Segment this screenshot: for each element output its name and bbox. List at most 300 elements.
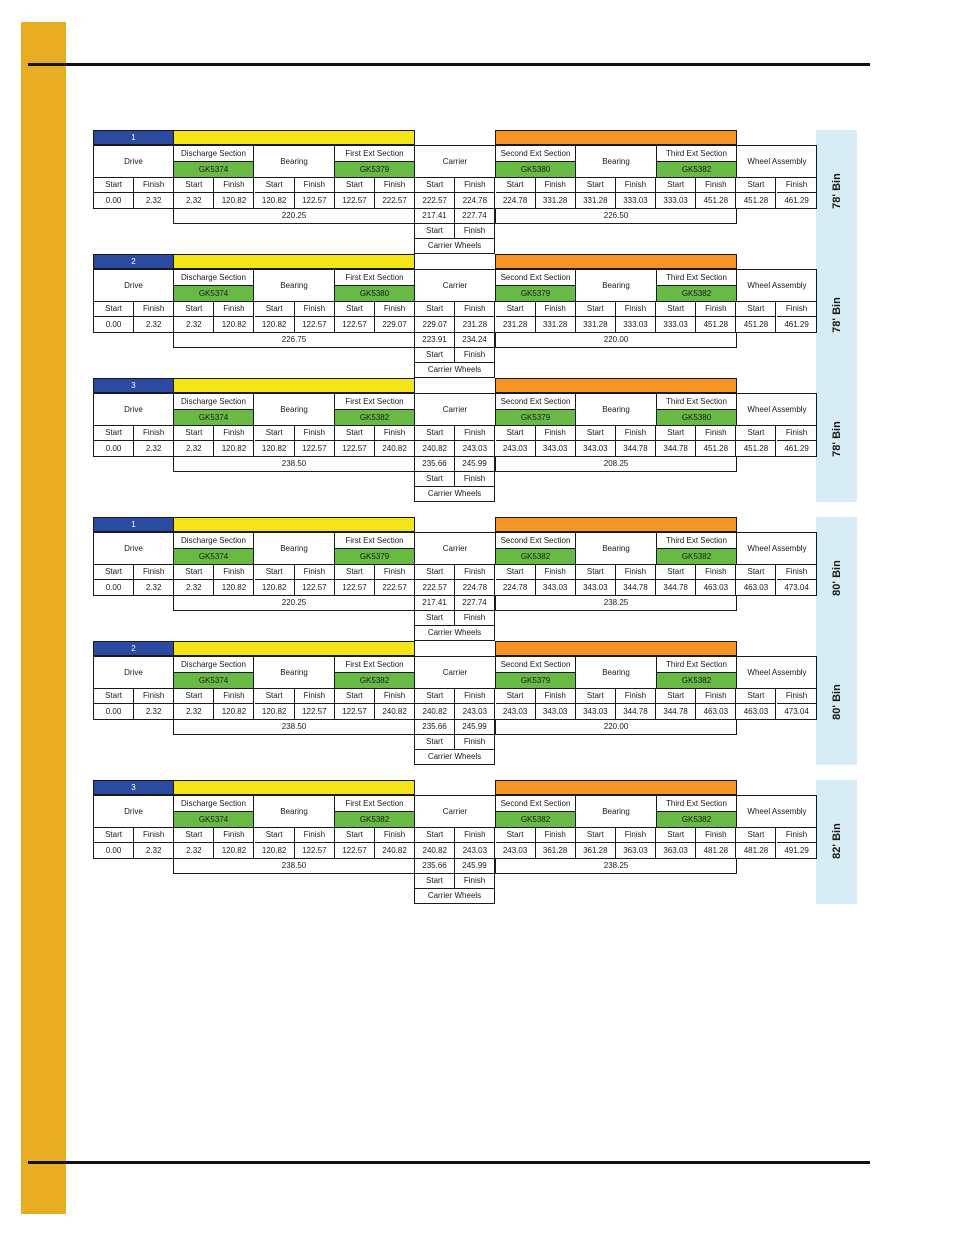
header-first-ext: First Ext Section [335,394,415,410]
wheel-finish-label: Finish [777,565,817,580]
third-ext-start-label: Start [656,565,696,580]
orange-bar [495,254,737,269]
second-ext-finish-value: 343.03 [536,580,576,595]
header-carrier: Carrier [415,394,496,426]
carrier-start-label: Start [415,302,455,317]
carrier-wheels-finish-value: 245.99 [455,720,494,735]
carrier-start-value: 222.57 [415,193,455,208]
header-third-ext: Third Ext Section [657,657,737,673]
bearing2-finish-value: 333.03 [616,317,656,332]
carrier-wheels-start-value: 235.66 [415,457,455,472]
header-carrier: Carrier [415,657,496,689]
wheel-start-label: Start [736,426,776,441]
carrier-start-value: 240.82 [415,441,455,456]
second-ext-finish-value: 331.28 [536,317,576,332]
bearing2-start-value: 331.28 [576,317,616,332]
header-bearing: Bearing [254,657,335,689]
left-span-total: 238.50 [173,719,415,735]
part-discharge: GK5374 [174,673,254,689]
second-ext-start-label: Start [496,426,536,441]
drive-start-label: Start [94,426,134,441]
header-drive: Drive [94,657,174,689]
first-ext-finish-value: 240.82 [375,843,415,858]
part-first-ext: GK5380 [335,286,415,302]
header-wheel-assembly: Wheel Assembly [737,796,817,828]
second-ext-finish-value: 343.03 [536,704,576,719]
table-number: 3 [93,780,174,795]
main-grid [93,656,817,720]
main-grid [93,393,817,457]
carrier-wheels-start-label: Start [415,874,455,889]
carrier-wheels-finish-value: 245.99 [455,457,494,472]
discharge-start-value: 2.32 [174,843,214,858]
wheel-start-label: Start [736,689,776,704]
bearing1-finish-label: Finish [295,302,335,317]
third-ext-finish-label: Finish [696,565,736,580]
table-number: 2 [93,254,174,269]
header-wheel-assembly: Wheel Assembly [737,657,817,689]
second-ext-start-value: 224.78 [496,580,536,595]
bearing1-finish-value: 122.57 [295,843,335,858]
header-drive: Drive [94,533,174,565]
bearing1-start-label: Start [255,689,295,704]
carrier-wheels-label: Carrier Wheels [427,365,482,374]
discharge-start-label: Start [174,178,214,193]
right-span-total: 238.25 [495,858,737,874]
header-first-ext: First Ext Section [335,796,415,812]
wheel-start-label: Start [736,565,776,580]
orange-bar [495,130,737,145]
bearing2-finish-label: Finish [616,426,656,441]
header-bearing: Bearing [576,796,657,828]
header-second-ext: Second Ext Section [496,146,576,162]
bearing1-start-label: Start [255,426,295,441]
first-ext-start-label: Start [335,689,375,704]
carrier-finish-label: Finish [455,426,495,441]
wheel-finish-label: Finish [777,828,817,843]
bearing1-finish-value: 122.57 [295,193,335,208]
part-first-ext: GK5379 [335,162,415,178]
second-ext-start-label: Start [496,828,536,843]
bearing1-start-value: 120.82 [255,193,295,208]
bearing1-start-label: Start [255,178,295,193]
bearing2-finish-label: Finish [616,828,656,843]
carrier-finish-value: 231.28 [455,317,495,332]
header-wheel-assembly: Wheel Assembly [737,270,817,302]
first-ext-finish-value: 240.82 [375,704,415,719]
carrier-wheels-label: Carrier Wheels [427,489,482,498]
part-discharge: GK5374 [174,549,254,565]
header-first-ext: First Ext Section [335,533,415,549]
first-ext-start-label: Start [335,302,375,317]
second-ext-start-value: 224.78 [496,193,536,208]
yellow-bar [173,517,415,532]
header-drive: Drive [94,796,174,828]
bearing2-finish-label: Finish [616,178,656,193]
second-ext-finish-label: Finish [536,828,576,843]
drive-start-label: Start [94,689,134,704]
third-ext-finish-label: Finish [696,302,736,317]
bearing1-finish-label: Finish [295,565,335,580]
bearing2-finish-label: Finish [616,565,656,580]
layout-table [93,378,817,502]
header-first-ext: First Ext Section [335,270,415,286]
header-carrier: Carrier [415,146,496,178]
wheel-finish-value: 461.29 [784,195,809,205]
bottom-rule [28,1161,870,1164]
header-third-ext: Third Ext Section [657,533,737,549]
third-ext-finish-value: 463.03 [696,704,736,719]
bearing2-finish-value: 344.78 [616,704,656,719]
top-rule [28,63,870,66]
part-second-ext: GK5379 [496,410,576,426]
bearing2-start-label: Start [576,565,616,580]
second-ext-finish-value: 361.28 [536,843,576,858]
carrier-wheels-finish-label: Finish [455,348,494,363]
first-ext-finish-value: 240.82 [375,441,415,456]
discharge-start-value: 2.32 [174,441,214,456]
drive-finish-label: Finish [134,178,174,193]
layout-table [93,130,817,254]
header-first-ext: First Ext Section [335,146,415,162]
bin-label: 82' Bin [831,823,843,859]
right-span-total: 208.25 [495,456,737,472]
bearing1-finish-label: Finish [295,689,335,704]
header-third-ext: Third Ext Section [657,796,737,812]
bearing1-finish-value: 122.57 [295,704,335,719]
second-ext-finish-value: 343.03 [536,441,576,456]
third-ext-finish-label: Finish [696,828,736,843]
wheel-finish-label: Finish [777,426,817,441]
wheel-start-label: Start [736,302,776,317]
part-third-ext: GK5382 [657,549,737,565]
second-ext-start-value: 231.28 [496,317,536,332]
carrier-finish-value: 243.03 [455,843,495,858]
third-ext-finish-label: Finish [696,689,736,704]
second-ext-finish-label: Finish [536,302,576,317]
carrier-wheels-finish-label: Finish [455,224,494,239]
discharge-start-label: Start [174,828,214,843]
header-drive: Drive [94,146,174,178]
discharge-start-label: Start [174,689,214,704]
header-second-ext: Second Ext Section [496,657,576,673]
bearing2-finish-label: Finish [616,302,656,317]
header-bearing: Bearing [254,146,335,178]
main-grid [93,532,817,596]
carrier-start-value: 240.82 [415,704,455,719]
header-second-ext: Second Ext Section [496,796,576,812]
third-ext-start-value: 363.03 [656,843,696,858]
third-ext-start-value: 344.78 [656,580,696,595]
carrier-wheels-start-value: 235.66 [415,720,455,735]
carrier-start-label: Start [415,689,455,704]
header-bearing: Bearing [576,657,657,689]
carrier-wheels-box [414,332,495,378]
header-wheel-assembly: Wheel Assembly [737,394,817,426]
third-ext-finish-label: Finish [696,426,736,441]
carrier-finish-label: Finish [455,828,495,843]
wheel-start-value: 451.28 [736,441,776,456]
header-second-ext: Second Ext Section [496,270,576,286]
wheel-start-value: 463.03 [736,704,776,719]
yellow-bar [173,378,415,393]
wheel-finish-value: 473.04 [784,706,809,716]
wheel-finish-value: 461.29 [784,443,809,453]
header-second-ext: Second Ext Section [496,394,576,410]
drive-start-value: 0.00 [94,843,134,858]
header-wheel-assembly: Wheel Assembly [737,533,817,565]
second-ext-start-value: 243.03 [496,441,536,456]
drive-start-value: 0.00 [94,193,134,208]
header-discharge: Discharge Section [174,146,254,162]
header-carrier: Carrier [415,270,496,302]
first-ext-finish-label: Finish [375,178,415,193]
header-bearing: Bearing [576,270,657,302]
part-discharge: GK5374 [174,162,254,178]
part-second-ext: GK5380 [496,162,576,178]
carrier-wheels-finish-label: Finish [455,472,494,487]
third-ext-start-label: Start [656,828,696,843]
first-ext-start-label: Start [335,565,375,580]
drive-start-value: 0.00 [94,580,134,595]
bearing2-finish-value: 363.03 [616,843,656,858]
second-ext-start-value: 243.03 [496,704,536,719]
carrier-wheels-start-label: Start [415,611,455,626]
bearing1-finish-label: Finish [295,828,335,843]
header-carrier: Carrier [415,533,496,565]
first-ext-finish-label: Finish [375,828,415,843]
bearing1-finish-label: Finish [295,178,335,193]
main-grid [93,269,817,333]
third-ext-start-value: 344.78 [656,441,696,456]
bin-label: 78' Bin [831,421,843,457]
carrier-wheels-finish-label: Finish [455,874,494,889]
first-ext-finish-value: 229.07 [375,317,415,332]
drive-start-label: Start [94,565,134,580]
carrier-finish-label: Finish [455,565,495,580]
wheel-start-label: Start [736,828,776,843]
part-discharge: GK5374 [174,812,254,828]
carrier-finish-value: 243.03 [455,441,495,456]
main-grid [93,795,817,859]
bearing2-start-value: 331.28 [576,193,616,208]
drive-start-value: 0.00 [94,441,134,456]
bearing2-finish-label: Finish [616,689,656,704]
part-first-ext: GK5379 [335,549,415,565]
right-span-total: 226.50 [495,208,737,224]
second-ext-start-label: Start [496,302,536,317]
third-ext-start-value: 333.03 [656,193,696,208]
table-number: 1 [93,517,174,532]
carrier-finish-label: Finish [455,178,495,193]
wheel-finish-label: Finish [777,178,817,193]
header-bearing: Bearing [254,394,335,426]
part-discharge: GK5374 [174,286,254,302]
bearing1-start-value: 120.82 [255,704,295,719]
wheel-start-label: Start [736,178,776,193]
first-ext-start-label: Start [335,178,375,193]
bearing1-finish-value: 122.57 [295,580,335,595]
part-third-ext: GK5382 [657,286,737,302]
drive-finish-value: 2.32 [134,441,174,456]
carrier-wheels-start-value: 223.91 [415,333,455,348]
carrier-start-label: Start [415,426,455,441]
discharge-start-label: Start [174,426,214,441]
layout-table [93,641,817,765]
table-number: 2 [93,641,174,656]
bearing2-finish-value: 344.78 [616,441,656,456]
header-second-ext: Second Ext Section [496,533,576,549]
third-ext-start-value: 344.78 [656,704,696,719]
bearing1-start-value: 120.82 [255,843,295,858]
part-third-ext: GK5380 [657,410,737,426]
third-ext-start-label: Start [656,689,696,704]
third-ext-finish-value: 451.28 [696,193,736,208]
part-second-ext: GK5382 [496,549,576,565]
header-drive: Drive [94,270,174,302]
third-ext-start-label: Start [656,426,696,441]
carrier-wheels-box [414,595,495,641]
first-ext-start-value: 122.57 [335,704,375,719]
second-ext-start-label: Start [496,178,536,193]
first-ext-start-value: 122.57 [335,317,375,332]
second-ext-finish-label: Finish [536,565,576,580]
header-third-ext: Third Ext Section [657,270,737,286]
left-span-total: 238.50 [173,456,415,472]
layout-table [93,780,817,904]
third-ext-start-label: Start [656,178,696,193]
discharge-finish-value: 120.82 [214,580,254,595]
header-carrier: Carrier [415,796,496,828]
left-span-total: 226.75 [173,332,415,348]
carrier-finish-value: 224.78 [455,193,495,208]
carrier-wheels-start-value: 217.41 [415,596,455,611]
drive-finish-label: Finish [134,565,174,580]
carrier-wheels-finish-value: 227.74 [455,596,494,611]
second-ext-start-value: 243.03 [496,843,536,858]
layout-table [93,517,817,641]
carrier-finish-value: 243.03 [455,704,495,719]
first-ext-start-label: Start [335,828,375,843]
bearing2-start-label: Start [576,828,616,843]
first-ext-start-value: 122.57 [335,580,375,595]
carrier-start-label: Start [415,565,455,580]
bearing2-start-label: Start [576,426,616,441]
discharge-finish-label: Finish [214,426,254,441]
third-ext-start-label: Start [656,302,696,317]
second-ext-finish-value: 331.28 [536,193,576,208]
drive-finish-label: Finish [134,302,174,317]
header-bearing: Bearing [576,533,657,565]
wheel-finish-value: 473.04 [784,582,809,592]
part-third-ext: GK5382 [657,812,737,828]
first-ext-finish-label: Finish [375,689,415,704]
discharge-start-value: 2.32 [174,317,214,332]
table-number: 1 [93,130,174,145]
part-second-ext: GK5379 [496,286,576,302]
discharge-finish-label: Finish [214,302,254,317]
carrier-wheels-label: Carrier Wheels [427,628,482,637]
carrier-wheels-finish-label: Finish [455,611,494,626]
yellow-bar [173,130,415,145]
discharge-finish-value: 120.82 [214,704,254,719]
header-bearing: Bearing [254,270,335,302]
carrier-wheels-start-value: 235.66 [415,859,455,874]
right-span-total: 220.00 [495,719,737,735]
bearing2-start-value: 343.03 [576,704,616,719]
carrier-wheels-start-label: Start [415,472,455,487]
carrier-wheels-label: Carrier Wheels [427,241,482,250]
carrier-wheels-finish-value: 227.74 [455,209,494,224]
part-first-ext: GK5382 [335,673,415,689]
main-grid [93,145,817,209]
third-ext-start-value: 333.03 [656,317,696,332]
carrier-finish-label: Finish [455,302,495,317]
right-span-total: 220.00 [495,332,737,348]
header-drive: Drive [94,394,174,426]
first-ext-finish-label: Finish [375,302,415,317]
carrier-wheels-finish-label: Finish [455,735,494,750]
drive-start-value: 0.00 [94,704,134,719]
wheel-start-value: 481.28 [736,843,776,858]
header-bearing: Bearing [254,796,335,828]
carrier-start-value: 229.07 [415,317,455,332]
discharge-finish-label: Finish [214,178,254,193]
discharge-finish-value: 120.82 [214,441,254,456]
bearing1-finish-value: 122.57 [295,441,335,456]
wheel-finish-value: 461.29 [784,319,809,329]
carrier-wheels-start-label: Start [415,348,455,363]
drive-start-label: Start [94,178,134,193]
carrier-wheels-box [414,858,495,904]
left-span-total: 238.50 [173,858,415,874]
drive-finish-label: Finish [134,828,174,843]
drive-start-label: Start [94,302,134,317]
third-ext-finish-value: 451.28 [696,441,736,456]
header-discharge: Discharge Section [174,533,254,549]
carrier-wheels-box [414,456,495,502]
bearing1-start-label: Start [255,302,295,317]
second-ext-finish-label: Finish [536,178,576,193]
bearing2-start-label: Start [576,689,616,704]
first-ext-finish-value: 222.57 [375,193,415,208]
bearing1-start-value: 120.82 [255,580,295,595]
second-ext-start-label: Start [496,689,536,704]
layout-table [93,254,817,378]
part-second-ext: GK5382 [496,812,576,828]
left-span-total: 220.25 [173,208,415,224]
bearing2-start-value: 343.03 [576,580,616,595]
table-number: 3 [93,378,174,393]
first-ext-start-value: 122.57 [335,441,375,456]
header-wheel-assembly: Wheel Assembly [737,146,817,178]
drive-finish-value: 2.32 [134,193,174,208]
part-first-ext: GK5382 [335,410,415,426]
third-ext-finish-label: Finish [696,178,736,193]
bearing2-start-value: 343.03 [576,441,616,456]
wheel-start-value: 451.28 [736,317,776,332]
header-discharge: Discharge Section [174,270,254,286]
carrier-wheels-box [414,208,495,254]
header-third-ext: Third Ext Section [657,394,737,410]
part-third-ext: GK5382 [657,673,737,689]
carrier-wheels-finish-value: 245.99 [455,859,494,874]
discharge-finish-value: 120.82 [214,193,254,208]
carrier-start-label: Start [415,178,455,193]
header-third-ext: Third Ext Section [657,146,737,162]
discharge-start-value: 2.32 [174,704,214,719]
discharge-start-value: 2.32 [174,580,214,595]
